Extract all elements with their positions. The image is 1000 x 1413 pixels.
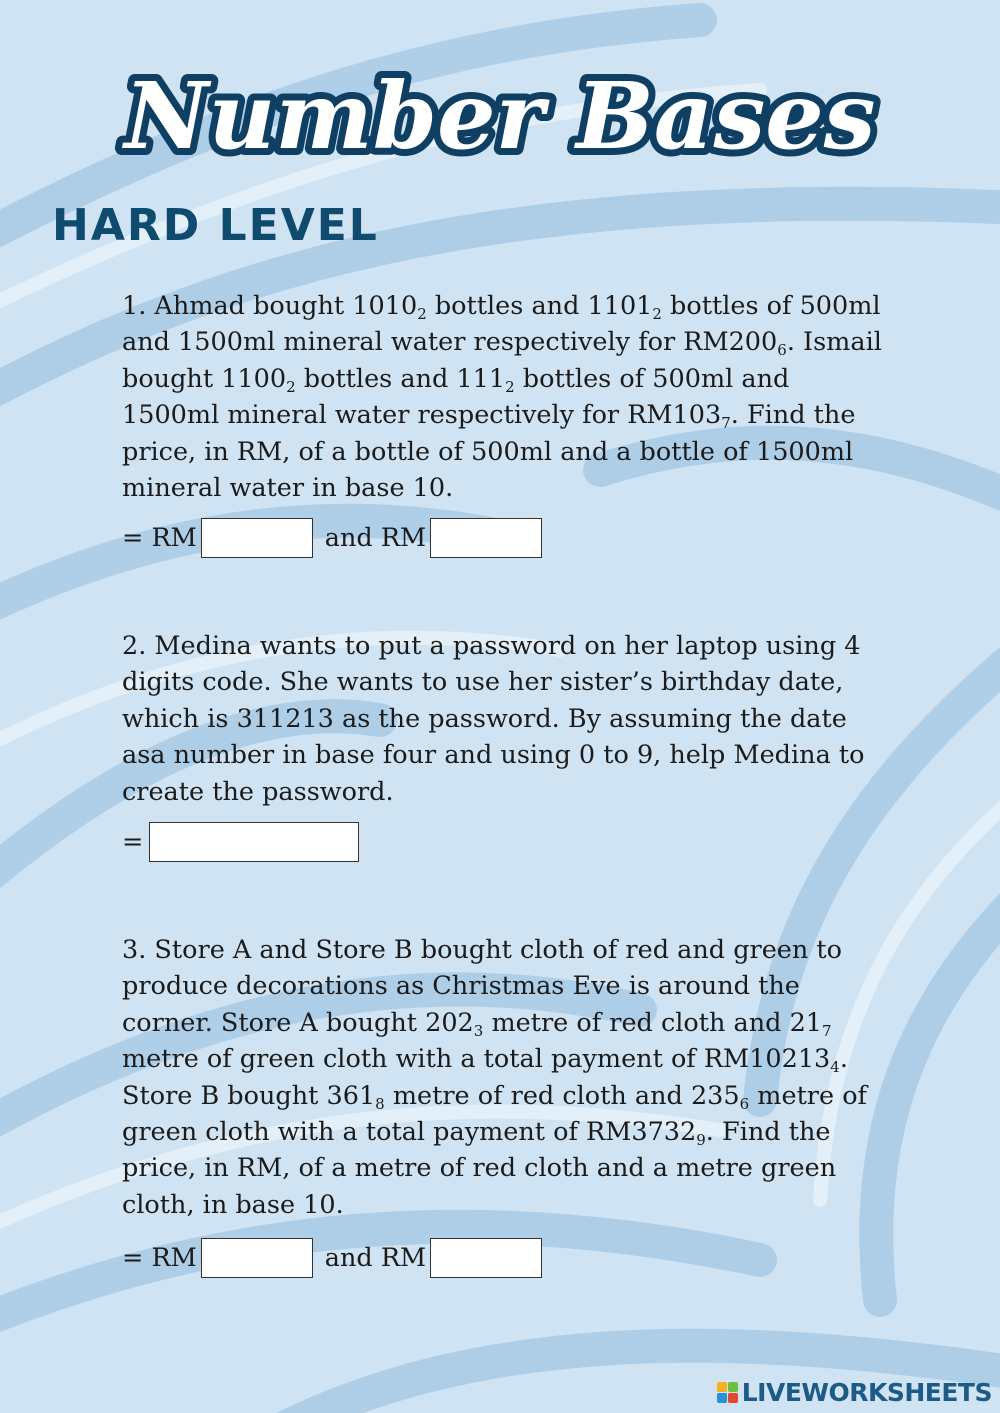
- question-text-run: 1. Ahmad bought 1010: [122, 291, 418, 321]
- question-1-answer-input-1[interactable]: [201, 518, 313, 558]
- question-2-answer-row: [122, 820, 359, 864]
- answer-joiner: and RM: [324, 523, 427, 553]
- base-subscript: 6: [739, 1094, 750, 1113]
- question-3-answer-row: [122, 1236, 542, 1280]
- question-1-answer-input-2[interactable]: [430, 518, 542, 558]
- base-subscript: 7: [721, 414, 731, 433]
- base-subscript: 2: [286, 377, 296, 396]
- question-3-text: [122, 932, 882, 1223]
- question-text-run: . Store B bought 361: [122, 1044, 848, 1111]
- question-1-text: [122, 288, 882, 506]
- question-2: [122, 628, 882, 810]
- base-subscript: 2: [505, 377, 515, 396]
- question-3: [122, 932, 882, 1223]
- question-2-answer-input[interactable]: [149, 822, 359, 862]
- base-subscript: 2: [652, 305, 662, 323]
- question-text-run: bottles and 1101: [426, 291, 653, 321]
- answer-prefix: = RM: [122, 1243, 197, 1273]
- logo-tile: [717, 1382, 727, 1392]
- logo-text: LIVEWORKSHEETS: [741, 1378, 992, 1407]
- question-text-run: bottles of 500ml and 1500ml mineral water respectively for RM103: [122, 363, 790, 431]
- answer-prefix: =: [122, 827, 144, 857]
- question-2-text: [122, 628, 882, 810]
- page-title: [30, 40, 970, 190]
- title-text: Number Bases: [124, 62, 876, 170]
- question-1-answer-row: [122, 516, 542, 560]
- base-subscript: 4: [830, 1058, 840, 1077]
- liveworksheets-logo[interactable]: [717, 1378, 992, 1407]
- question-text-run: 2. Medina wants to put a password on her laptop using 4 digits code. She wants to use her sister’s birthday date, which is 311213 as the password. By assuming the date asa number in base four and using 0 to 9, help Medina to create the password.: [122, 631, 865, 807]
- answer-prefix: = RM: [122, 523, 197, 553]
- question-3-answer-input-2[interactable]: [430, 1238, 542, 1278]
- base-subscript: 7: [822, 1021, 832, 1040]
- question-text-run: bottles and 111: [295, 363, 506, 394]
- logo-mark-icon: [717, 1382, 738, 1403]
- question-text-run: metre of green cloth with a total payment of RM3732: [122, 1080, 867, 1148]
- question-1: [122, 288, 882, 506]
- base-subscript: 9: [696, 1131, 706, 1150]
- logo-tile: [728, 1393, 738, 1403]
- question-text-run: . Ismail bought 1100: [122, 327, 882, 394]
- question-text-run: metre of red cloth and 235: [384, 1080, 740, 1111]
- base-subscript: 8: [375, 1094, 385, 1113]
- base-subscript: 6: [777, 341, 787, 360]
- base-subscript: 3: [473, 1021, 484, 1040]
- answer-joiner: and RM: [324, 1243, 427, 1273]
- logo-tile: [717, 1393, 727, 1403]
- question-text-run: . Find the price, in RM, of a bottle of 500ml and a bottle of 1500ml mineral water in base 10.: [122, 400, 856, 504]
- question-text-run: metre of red cloth and 21: [483, 1007, 823, 1038]
- title-graphic: [30, 40, 970, 190]
- base-subscript: 2: [417, 305, 427, 323]
- question-text-run: . Find the price, in RM, of a metre of red cloth and a metre green cloth, in base 10.: [122, 1117, 837, 1220]
- question-3-answer-input-1[interactable]: [201, 1238, 313, 1278]
- level-subtitle: HARD LEVEL: [52, 200, 379, 251]
- question-text-run: metre of green cloth with a total payment of RM10213: [122, 1044, 831, 1075]
- logo-tile: [728, 1382, 738, 1392]
- question-text-run: bottles of 500ml and 1500ml mineral water respectively for RM200: [122, 291, 881, 358]
- question-text-run: 3. Store A and Store B bought cloth of red and green to produce decorations as Christmas Eve is around the corner. Store A bought 202: [122, 935, 843, 1038]
